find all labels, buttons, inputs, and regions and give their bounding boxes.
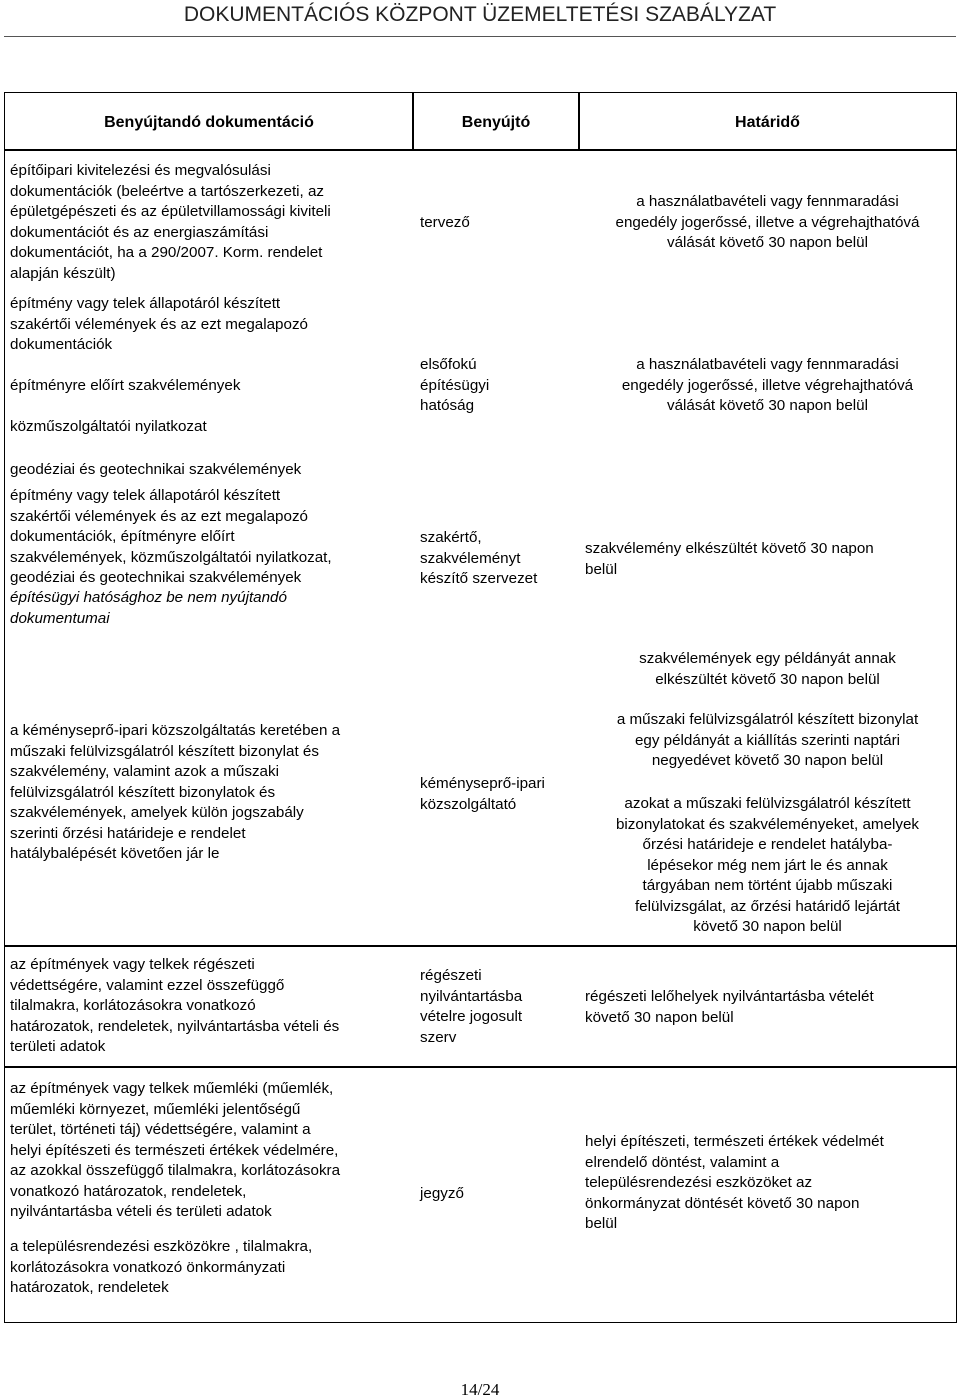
text-line: felülvizsgálatról készített bizonylatok és (10, 783, 276, 801)
text-line: követő 30 napon belül (693, 918, 842, 935)
column-header-documentation: Benyújtandó dokumentáció (104, 114, 314, 131)
text-line: engedély jogerőssé, illetve végrehajthatóvá (621, 376, 914, 394)
text-line: építmény vagy telek állapotáról készített (10, 295, 281, 312)
text-line: az építmények vagy telkek régészeti (10, 956, 255, 973)
text-line: építményre előírt szakvélemények (10, 377, 241, 394)
text-line: bizonylatokat és szakvéleményeket, amelyek (615, 815, 920, 833)
text-line: szerinti őrzési határideje e rendelet (10, 824, 246, 842)
text-line: geodéziai és geotechnikai szakvélemények (10, 569, 302, 586)
text-line: korlátozásokra vonatkozó önkormányzati (10, 1258, 286, 1276)
row-6-submitter (420, 1184, 464, 1205)
text-line: alapján készült) (10, 264, 116, 282)
row-2-deadline (580, 355, 955, 417)
text-line: műszaki felülvizsgálatról készített bizonylat és (10, 742, 319, 760)
column-header-deadline: Határidő (735, 114, 800, 131)
text-line: építmény vagy telek állapotáról készített (10, 487, 281, 504)
row-4-submitter (420, 774, 545, 815)
row-2-documentation-expert-opinions (10, 294, 308, 356)
text-line: elkészültét követő 30 napon belül (655, 670, 880, 688)
text-line: az azokkal összefüggő tilalmakra, korlátozásokra (10, 1162, 341, 1179)
text-line: válását követő 30 napon belül (667, 397, 868, 414)
text-line: az építmények vagy telkek műemléki (műemlék, (10, 1080, 334, 1097)
text-line: tervező (420, 214, 470, 231)
row-2-documentation-geodesic-reports (10, 460, 301, 481)
text-line: védettségére, valamint ezzel összefüggő (10, 976, 285, 994)
text-line: szakvélemények, amelyek külön jogszabály (10, 804, 304, 821)
text-line: a használatbavételi vagy fennmaradási (636, 193, 899, 210)
text-line: helyi építészeti és természeti értékek védelmére, (10, 1141, 339, 1159)
text-line: közműszolgáltatói nyilatkozat (10, 418, 207, 435)
text-line: belül (585, 560, 618, 578)
text-line: hatóság (420, 397, 475, 414)
text-line: dokumentációk (10, 336, 113, 353)
row-1-submitter (420, 213, 470, 234)
row-2-documentation-utility-statement (10, 417, 207, 438)
text-line: elrendelő döntést, valamint a (585, 1153, 780, 1171)
text-line: szakvélemények egy példányát annak (639, 650, 896, 667)
text-line: nyilvántartásba vételi és területi adatok (10, 1203, 272, 1220)
row-6-documentation-planning-instruments (10, 1237, 312, 1299)
text-line: műemléki környezet, műemléki jelentőségű (10, 1100, 301, 1118)
column-header-submitter: Benyújtó (461, 114, 531, 131)
row-6-deadline (585, 1132, 884, 1235)
header-row-divider (5, 149, 956, 151)
text-line: a használatbavételi vagy fennmaradási (636, 356, 899, 373)
row-5-documentation (10, 955, 339, 1058)
text-line: válását követő 30 napon belül (667, 234, 868, 251)
text-line: azokat a műszaki felülvizsgálatról készített (624, 795, 911, 812)
text-line: szakvélemény, valamint azok a műszaki (10, 763, 279, 780)
document-header-title: DOKUMENTÁCIÓS KÖZPONT ÜZEMELTETÉSI SZABÁLYZAT (183, 3, 777, 26)
text-line: dokumentációt és az energiaszámítási (10, 223, 269, 241)
text-line: építésügyi hatósághoz be nem nyújtandó (10, 589, 287, 606)
text-line: a műszaki felülvizsgálatról készített bizonylat (616, 711, 919, 728)
row-2-submitter (420, 355, 489, 417)
row-1-documentation (10, 161, 331, 284)
text-line: építőipari kivitelezési és megvalósulási (10, 162, 271, 179)
text-line: felülvizsgálat, az őrzési határidő lejártát (634, 897, 901, 915)
text-line: határozatok, rendeletek, nyilvántartásba vételi és (10, 1017, 340, 1035)
row-4-deadline-existing-certificates (580, 794, 955, 938)
header-column-divider (578, 93, 580, 151)
text-line: szakértő, (420, 529, 482, 546)
row-4-documentation (10, 721, 340, 865)
page-number: 14/24 (460, 1380, 500, 1399)
text-line: a kéményseprő-ipari közszolgáltatás keretében a (10, 722, 341, 739)
row-3-documentation (10, 486, 332, 589)
text-line: belül (585, 1215, 618, 1232)
row-6-documentation-monuments (10, 1079, 340, 1223)
text-line: építésügyi (420, 376, 490, 394)
header-divider (4, 36, 956, 37)
text-line: szakvéleményt (420, 549, 521, 567)
text-line: határozatok, rendeletek (10, 1279, 169, 1296)
text-line: hatálybalépését követően jár le (10, 845, 220, 862)
text-line: régészeti lelőhelyek nyilvántartásba vételét (585, 988, 874, 1005)
text-line: vonatkozó határozatok, rendeletek, (10, 1182, 247, 1200)
row-3-deadline-copy (580, 649, 955, 690)
text-line: követő 30 napon belül (585, 1008, 734, 1026)
text-line: régészeti (420, 967, 482, 984)
row-3-deadline-report (585, 539, 874, 580)
text-line: vételre jogosult (420, 1008, 523, 1025)
text-line: helyi építészeti, természeti értékek védelmét (585, 1133, 884, 1150)
text-line: épületgépészeti és az épületvillamossági kiviteli (10, 203, 331, 220)
text-line: szakvélemény elkészültét követő 30 napon (585, 540, 874, 557)
row-4-divider (5, 945, 956, 947)
text-line: dokumentációk, építményre előírt (10, 528, 235, 545)
row-3-submitter (420, 528, 537, 590)
text-line: a településrendezési eszközökre , tilalmakra, (10, 1238, 313, 1255)
text-line: geodéziai és geotechnikai szakvélemények (10, 461, 302, 478)
text-line: nyilvántartásba (420, 987, 523, 1005)
text-line: önkormányzat döntését követő 30 napon (585, 1194, 860, 1212)
text-line: kéményseprő-ipari (420, 775, 545, 792)
text-line: dokumentumai (10, 609, 110, 627)
text-line: településrendezési eszközöket az (585, 1174, 813, 1191)
row-5-submitter (420, 966, 522, 1048)
text-line: engedély jogerőssé, illetve a végrehajthatóvá (615, 213, 920, 231)
text-line: jegyző (420, 1185, 464, 1202)
text-line: negyedévet követő 30 napon belül (651, 752, 884, 769)
text-line: lépésekor még nem járt le és annak (647, 856, 888, 874)
text-line: készítő szervezet (420, 570, 538, 587)
row-2-documentation-building-reports (10, 376, 240, 397)
text-line: közszolgáltató (420, 795, 517, 813)
text-line: területi adatok (10, 1038, 106, 1055)
row-5-deadline (585, 987, 874, 1028)
text-line: elsőfokú (420, 356, 477, 373)
text-line: dokumentációt, ha a 290/2007. Korm. rendelet (10, 244, 323, 261)
text-line: szerv (420, 1028, 457, 1046)
row-5-divider (5, 1066, 956, 1068)
text-line: őrzési határideje e rendelet hatályba- (642, 836, 893, 853)
row-4-deadline-certificate (580, 710, 955, 772)
text-line: szakvélemények, közműszolgáltatói nyilatkozat, (10, 548, 332, 566)
text-line: tárgyában nem történt újabb műszaki (642, 877, 893, 894)
text-line: terület, történeti táj) védettségére, valamint a (10, 1121, 311, 1138)
row-1-deadline (580, 192, 955, 254)
documentation-table (4, 92, 957, 1323)
text-line: egy példányát a kiállítás szerinti naptári (634, 731, 901, 749)
text-line: dokumentációk (beleértve a tartószerkezeti, az (10, 182, 325, 200)
header-column-divider (412, 93, 414, 151)
text-line: tilalmakra, korlátozásokra vonatkozó (10, 997, 256, 1014)
row-3-documentation-note (10, 588, 287, 629)
text-line: szakértői vélemények és az ezt megalapozó (10, 315, 308, 333)
text-line: szakértői vélemények és az ezt megalapozó (10, 507, 308, 525)
